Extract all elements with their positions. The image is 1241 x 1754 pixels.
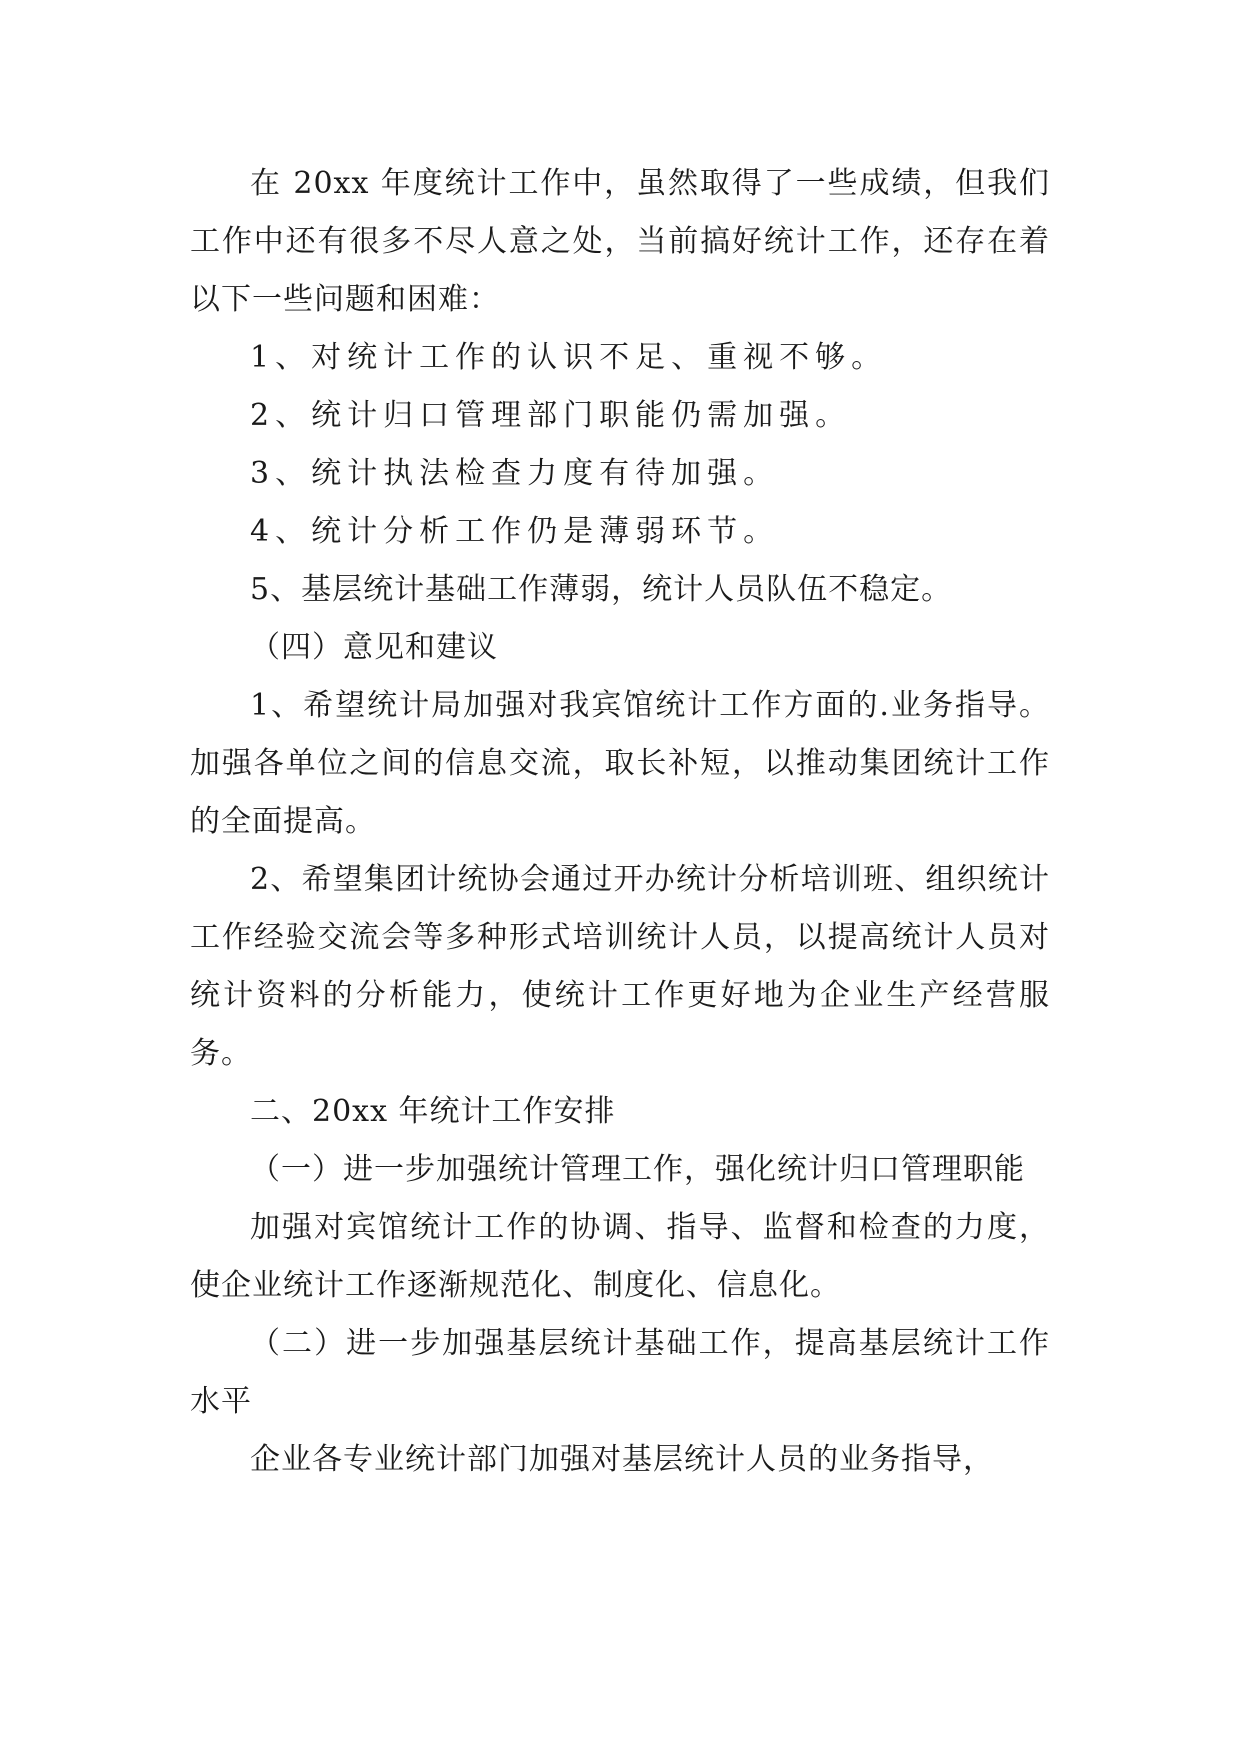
paragraph-plan-2-body: 企业各专业统计部门加强对基层统计人员的业务指导， bbox=[250, 1442, 994, 1477]
paragraph-problem-1: 1、对统计工作的认识不足、重视不够。 bbox=[250, 340, 888, 375]
paragraph-problem-3: 3、统计执法检查力度有待加强。 bbox=[250, 456, 780, 491]
paragraph-problem-4: 4、统计分析工作仍是薄弱环节。 bbox=[250, 514, 780, 549]
paragraph-suggestion-2: 2、希望集团计统协会通过开办统计分析培训班、组织统计工作经验交流会等多种形式培训统计人员，以提高统计人员对统计资料的分析能力，使统计工作更好地为企业生产经营服务。 bbox=[190, 862, 1050, 1071]
paragraph-problems-intro: 在 20xx 年度统计工作中，虽然取得了一些成绩，但我们工作中还有很多不尽人意之处，当前搞好统计工作，还存在着以下一些问题和困难： bbox=[190, 166, 1050, 317]
subheading-plan-1: （一）进一步加强统计管理工作，强化统计归口管理职能 bbox=[250, 1152, 1025, 1187]
paragraph-problem-2: 2、统计归口管理部门职能仍需加强。 bbox=[250, 398, 852, 433]
subheading-plan-2: （二）进一步加强基层统计基础工作，提高基层统计工作水平 bbox=[190, 1326, 1050, 1419]
section-heading-suggestions: （四）意见和建议 bbox=[250, 630, 498, 665]
paragraph-suggestion-1: 1、希望统计局加强对我宾馆统计工作方面的.业务指导。加强各单位之间的信息交流，取长补短，以推动集团统计工作的全面提高。 bbox=[190, 688, 1050, 839]
document-page bbox=[190, 155, 1050, 1489]
paragraph-plan-1-body: 加强对宾馆统计工作的协调、指导、监督和检查的力度，使企业统计工作逐渐规范化、制度化、信息化。 bbox=[190, 1210, 1050, 1303]
paragraph-problem-5: 5、基层统计基础工作薄弱，统计人员队伍不稳定。 bbox=[250, 572, 953, 607]
section-heading-work-plan: 二、20xx 年统计工作安排 bbox=[250, 1094, 616, 1129]
